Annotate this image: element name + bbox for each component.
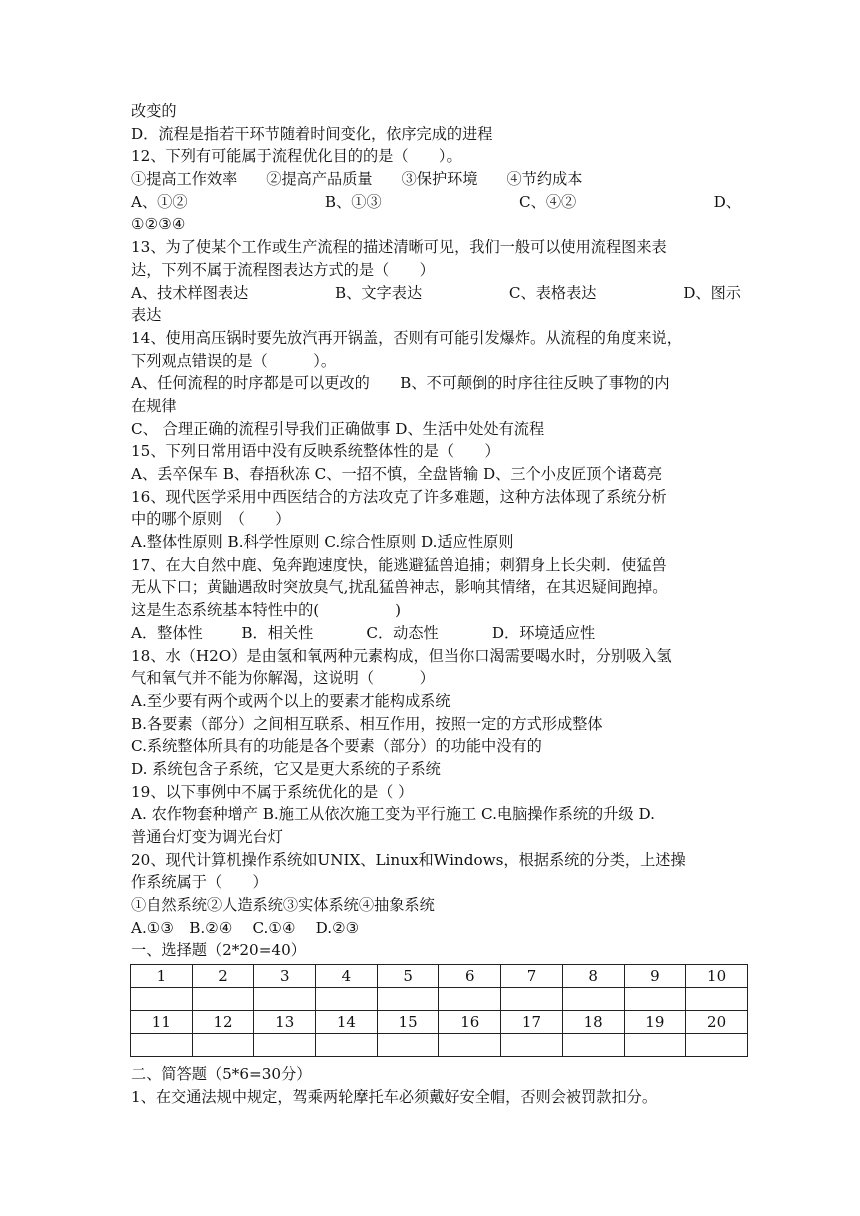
answer-cell[interactable] bbox=[624, 1034, 686, 1057]
text-line: 改变的 bbox=[131, 102, 177, 120]
table-cell: 9 bbox=[624, 965, 686, 988]
option-a: A、技术样图表达 bbox=[131, 283, 249, 302]
question-18-option-b: B.各要素（部分）之间相互联系、相互作用，按照一定的方式形成整体 bbox=[131, 714, 603, 733]
question-17-stem: 这是生态系统基本特性中的( ) bbox=[131, 601, 402, 620]
answer-row bbox=[131, 1034, 748, 1057]
question-14-stem: 14、使用高压锅时要先放汽再开锅盖，否则有可能引发爆炸。从流程的角度来说， bbox=[131, 328, 682, 347]
question-18-option-c: C.系统整体所具有的功能是各个要素（部分）的功能中没有的 bbox=[131, 737, 542, 756]
question-18-stem: 气和氧气并不能为你解渴，这说明（ ） bbox=[131, 669, 435, 688]
question-19-options: 普通台灯变为调光台灯 bbox=[131, 828, 283, 846]
table-cell: 7 bbox=[501, 965, 563, 988]
table-cell: 5 bbox=[377, 965, 439, 988]
question-13-options bbox=[131, 282, 741, 305]
answer-cell[interactable] bbox=[192, 988, 254, 1011]
answer-cell[interactable] bbox=[686, 1034, 748, 1057]
option-d: D、图示 bbox=[683, 283, 741, 302]
answer-cell[interactable] bbox=[686, 988, 748, 1011]
question-13-options-wrap: 表达 bbox=[131, 306, 162, 325]
table-row bbox=[131, 1011, 748, 1034]
table-cell: 16 bbox=[439, 1011, 501, 1034]
question-19-stem: 19、以下事例中不属于系统优化的是（ ） bbox=[131, 782, 414, 801]
option-d: D、 bbox=[713, 192, 741, 211]
table-cell: 2 bbox=[192, 965, 254, 988]
answer-cell[interactable] bbox=[192, 1034, 254, 1057]
answer-cell[interactable] bbox=[439, 1034, 501, 1057]
table-cell: 20 bbox=[686, 1011, 748, 1034]
option-b: B、①③ bbox=[324, 192, 382, 211]
option-b: B、文字表达 bbox=[335, 283, 423, 302]
answer-cell[interactable] bbox=[316, 988, 378, 1011]
table-cell: 13 bbox=[254, 1011, 316, 1034]
option-c: C．动态性 bbox=[366, 623, 439, 642]
answer-row bbox=[131, 988, 748, 1011]
table-cell: 10 bbox=[686, 965, 748, 988]
table-cell: 6 bbox=[439, 965, 501, 988]
answer-table bbox=[130, 964, 748, 1057]
table-cell: 19 bbox=[624, 1011, 686, 1034]
question-20-stem: 20、现代计算机操作系统如UNIX、Linux和Windows，根据系统的分类，上述操 bbox=[131, 850, 686, 869]
item: ①提高工作效率 bbox=[131, 170, 238, 189]
question-14-options: A、任何流程的时序都是可以更改的 B、不可颠倒的时序往往反映了事物的内 bbox=[131, 374, 670, 393]
question-20-options: A.①③ B.②④ C.①④ D.②③ bbox=[131, 918, 360, 937]
table-cell: 3 bbox=[254, 965, 316, 988]
answer-cell[interactable] bbox=[131, 988, 193, 1011]
answer-cell[interactable] bbox=[624, 988, 686, 1011]
text-line: D．流程是指若干环节随着时间变化，依序完成的进程 bbox=[131, 124, 493, 143]
table-row bbox=[131, 965, 748, 988]
answer-cell[interactable] bbox=[254, 1034, 316, 1057]
question-17-options bbox=[131, 622, 741, 645]
table-cell: 4 bbox=[316, 965, 378, 988]
question-14-options: C、 合理正确的流程引导我们正确做事 D、生活中处处有流程 bbox=[131, 419, 545, 438]
option-b: B．相关性 bbox=[241, 623, 314, 642]
short-answer-1-stem: 1、在交通法规中规定，驾乘两轮摩托车必须戴好安全帽，否则会被罚款扣分。 bbox=[131, 1087, 658, 1106]
question-16-options: A.整体性原则 B.科学性原则 C.综合性原则 D.适应性原则 bbox=[131, 533, 514, 552]
question-12-options-wrap: ①②③④ bbox=[131, 215, 186, 234]
table-cell: 15 bbox=[377, 1011, 439, 1034]
answer-cell[interactable] bbox=[131, 1034, 193, 1057]
question-16-stem: 16、现代医学采用中西医结合的方法攻克了许多难题，这种方法体现了系统分析 bbox=[131, 487, 667, 506]
item: ④节约成本 bbox=[506, 170, 583, 189]
option-c: C、表格表达 bbox=[508, 283, 597, 302]
question-14-stem: 下列观点错误的是（ ）。 bbox=[131, 351, 337, 370]
answer-cell[interactable] bbox=[562, 988, 624, 1011]
question-18-option-a: A.至少要有两个或两个以上的要素才能构成系统 bbox=[131, 691, 451, 710]
question-18-stem: 18、水（H2O）是由氢和氧两种元素构成，但当你口渴需要喝水时，分别吸入氢 bbox=[131, 646, 672, 665]
question-17-stem: 17、在大自然中鹿、兔奔跑速度快，能逃避猛兽追捕；刺猬身上长尖刺．使猛兽 bbox=[131, 555, 667, 574]
question-15-options: A、丢卒保车 B、春捂秋冻 C、一招不慎，全盘皆输 D、三个小皮匠顶个诸葛亮 bbox=[131, 465, 663, 483]
table-cell: 1 bbox=[131, 965, 193, 988]
option-a: A、①② bbox=[131, 192, 188, 211]
question-19-options: A. 农作物套种增产 B.施工从依次施工变为平行施工 C.电脑操作系统的升级 D. bbox=[131, 805, 655, 824]
option-c: C、④② bbox=[519, 192, 577, 211]
table-cell: 12 bbox=[192, 1011, 254, 1034]
option-a: A．整体性 bbox=[131, 623, 203, 642]
answer-cell[interactable] bbox=[377, 988, 439, 1011]
answer-cell[interactable] bbox=[377, 1034, 439, 1057]
question-20-items: ①自然系统②人造系统③实体系统④抽象系统 bbox=[131, 896, 435, 915]
answer-cell[interactable] bbox=[501, 1034, 563, 1057]
answer-cell[interactable] bbox=[501, 988, 563, 1011]
option-d: D．环境适应性 bbox=[491, 623, 596, 642]
question-15-stem: 15、下列日常用语中没有反映系统整体性的是（ ） bbox=[131, 442, 500, 461]
question-12-items bbox=[131, 168, 741, 191]
section-heading-short-answer: 二、简答题（5*6=30分） bbox=[131, 1065, 312, 1084]
question-20-stem: 作系统属于（ ） bbox=[131, 873, 268, 892]
answer-cell[interactable] bbox=[316, 1034, 378, 1057]
question-16-stem: 中的哪个原则 （ ） bbox=[131, 510, 291, 529]
question-14-options: 在规律 bbox=[131, 396, 177, 415]
table-cell: 18 bbox=[562, 1011, 624, 1034]
answer-cell[interactable] bbox=[562, 1034, 624, 1057]
section-heading-choice: 一、选择题（2*20=40） bbox=[131, 941, 306, 960]
question-17-stem: 无从下口；黄鼬遇敌时突放臭气,扰乱猛兽神志，影响其情绪，在其迟疑间跑掉。 bbox=[131, 578, 668, 597]
answer-cell[interactable] bbox=[254, 988, 316, 1011]
question-12-stem: 12、下列有可能属于流程优化目的的是（ ）。 bbox=[131, 147, 462, 166]
question-13-stem: 13、为了使某个工作或生产流程的描述清晰可见，我们一般可以使用流程图来表 bbox=[131, 238, 667, 257]
question-12-options bbox=[131, 191, 741, 214]
item: ②提高产品质量 bbox=[266, 170, 373, 189]
question-18-option-d: D. 系统包含子系统，它又是更大系统的子系统 bbox=[131, 759, 441, 778]
table-cell: 11 bbox=[131, 1011, 193, 1034]
page-content bbox=[131, 100, 741, 1109]
item: ③保护环境 bbox=[401, 170, 478, 189]
answer-cell[interactable] bbox=[439, 988, 501, 1011]
table-cell: 8 bbox=[562, 965, 624, 988]
table-cell: 17 bbox=[501, 1011, 563, 1034]
table-cell: 14 bbox=[316, 1011, 378, 1034]
question-13-stem: 达，下列不属于流程图表达方式的是（ ） bbox=[131, 260, 435, 279]
